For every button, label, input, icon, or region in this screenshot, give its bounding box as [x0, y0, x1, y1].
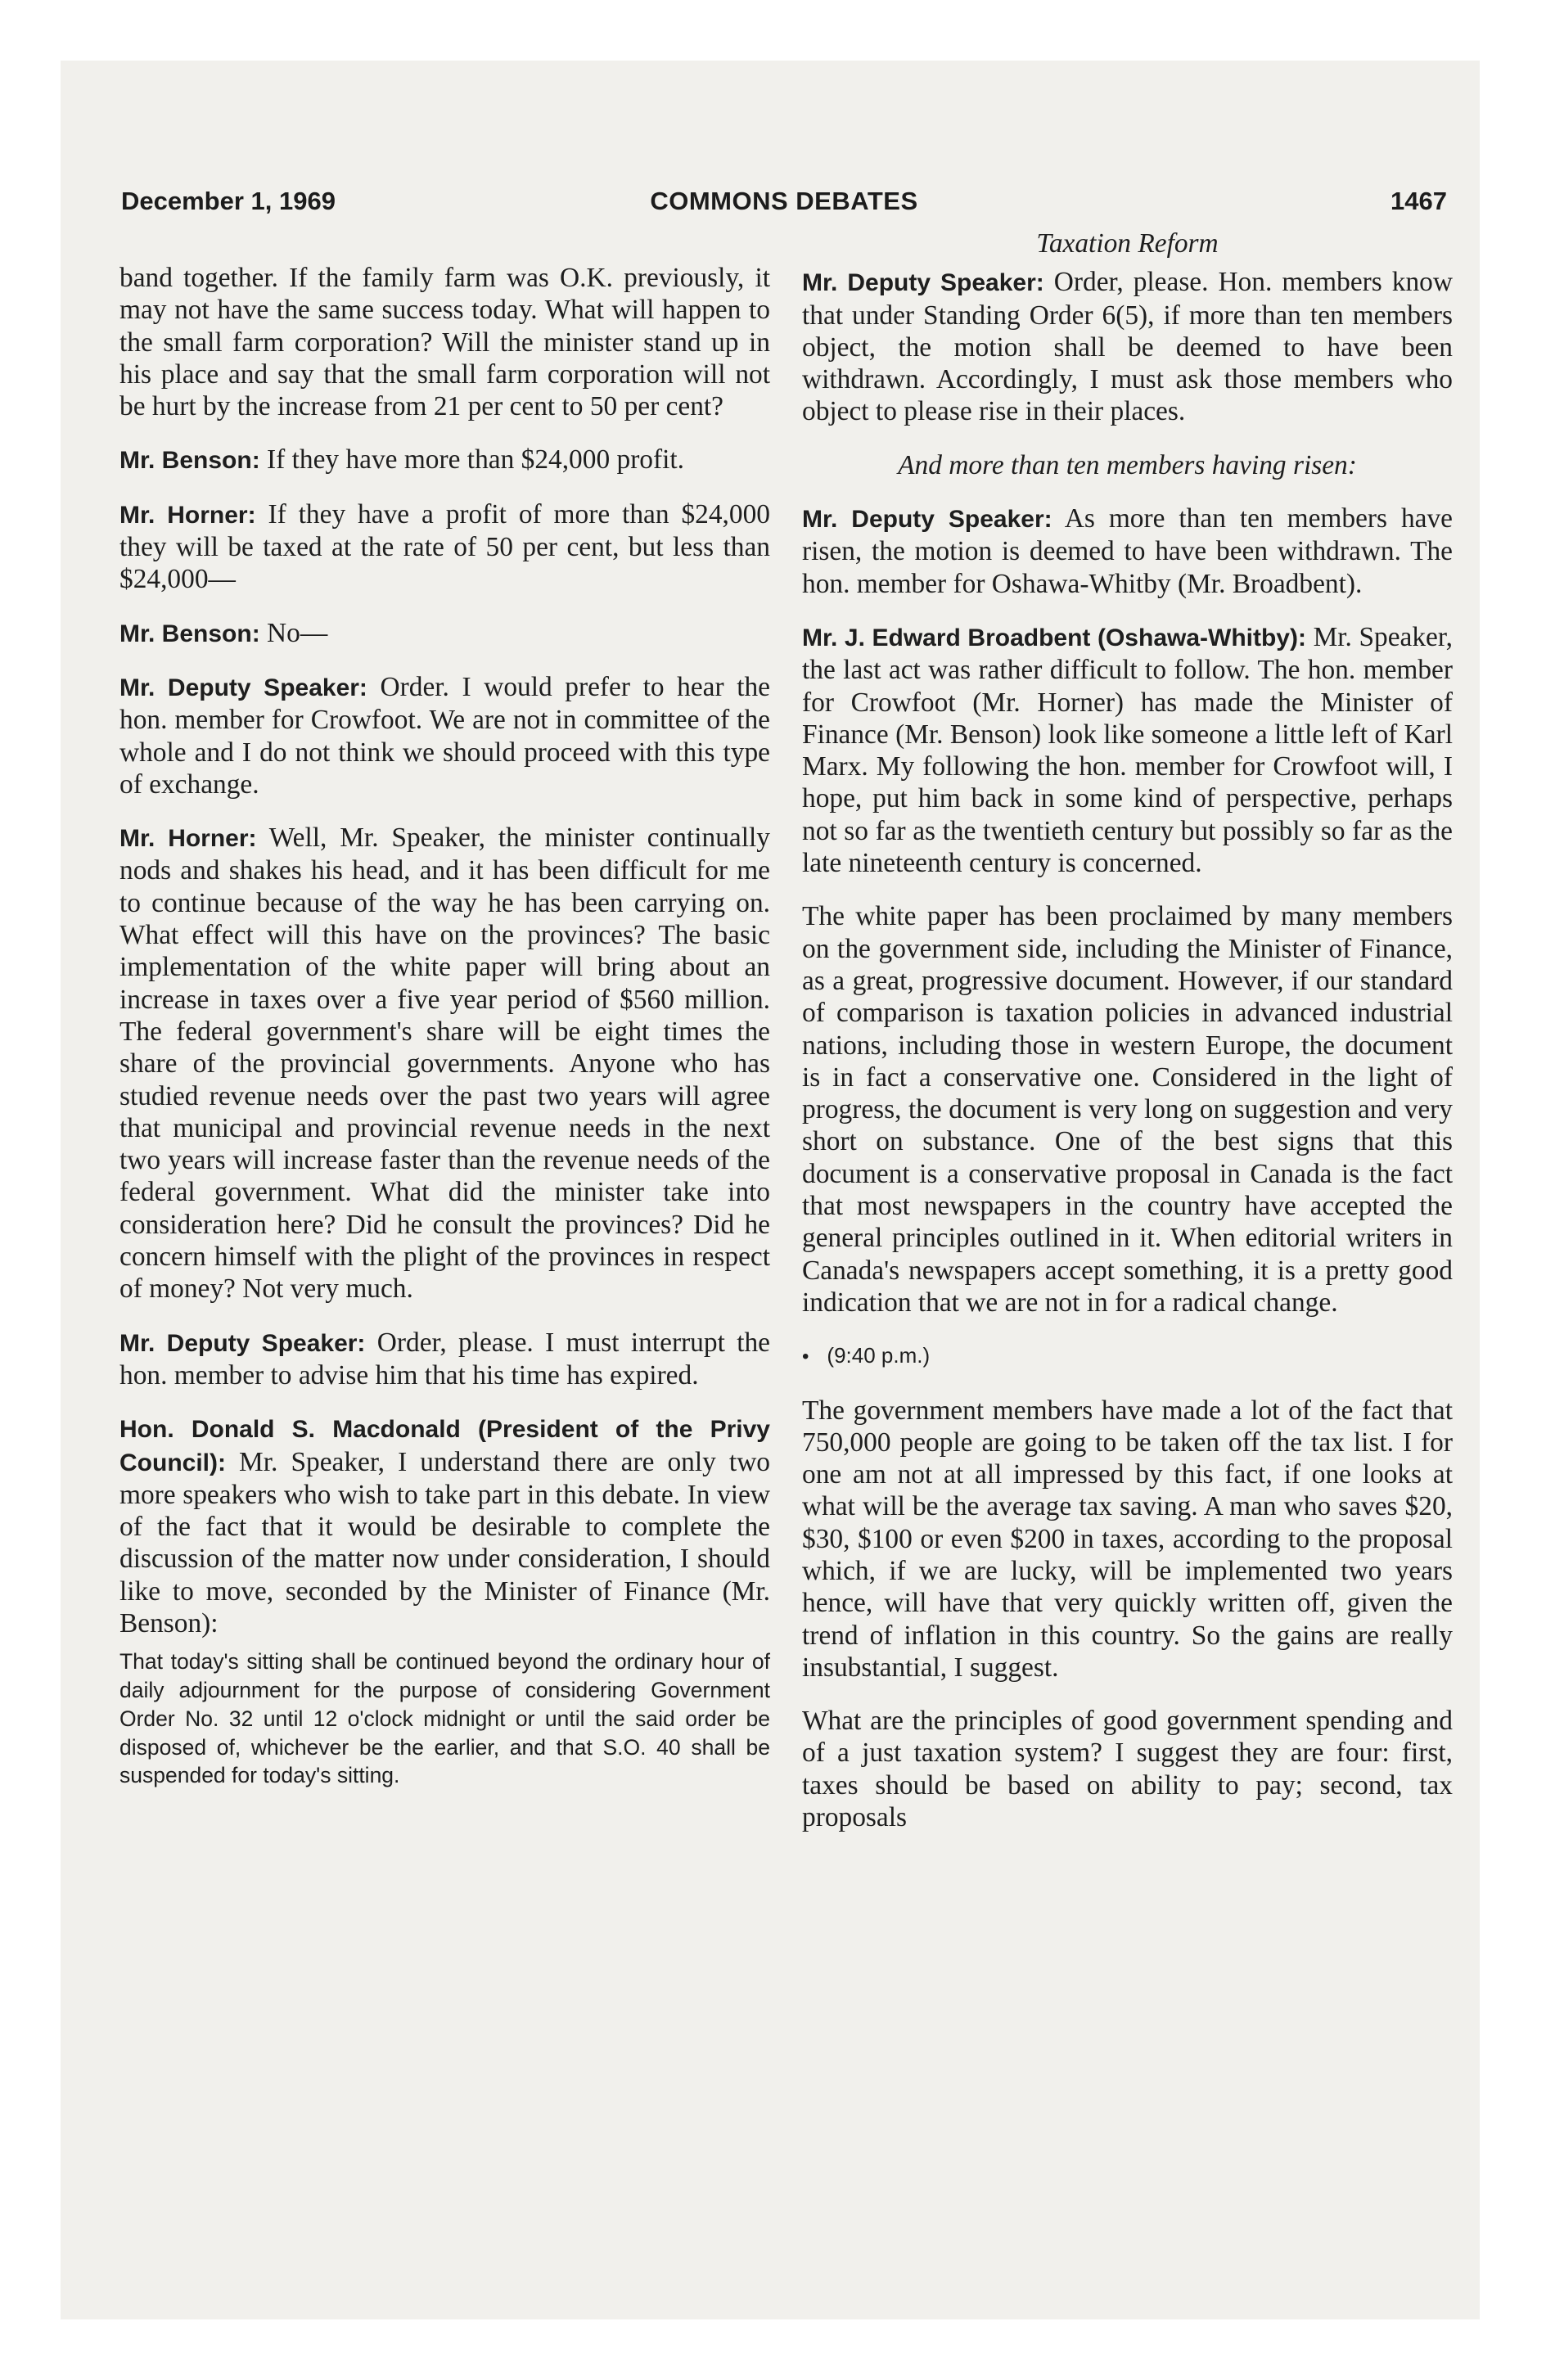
right-column: [802, 228, 1453, 1855]
page-header: [121, 187, 1447, 228]
speech-text: If they have more than $24,000 profit.: [259, 444, 685, 476]
time-text: (9:40 p.m.): [827, 1343, 931, 1368]
speech-benson: [119, 444, 770, 476]
speech-macdonald: [119, 1413, 770, 1639]
speech-deputy-speaker-2: [119, 1327, 770, 1392]
time-marker: [802, 1340, 1453, 1373]
motion-text: That today's sitting shall be continued beyond the ordinary hour of daily adjournment for the purpose of considering Government Order No. 32 until 12 o'clock midnight or until the said order be disposed of, whichever be the earlier, and that S.O. 40 shall be suspended for today's sitting.: [119, 1649, 770, 1788]
speech-deputy-speaker-3: [802, 266, 1453, 427]
speech-deputy-speaker: [119, 671, 770, 800]
header-page-number: 1467: [1390, 187, 1447, 215]
speech-text: Well, Mr. Speaker, the minister continually nods and shakes his head, and it has been difficult for me to continue because of the way he has been carrying on. What effect will this have on the provinces? The basic implementation of the white paper will bring about an increase in taxes over a five year period of $560 million. The federal government's share will be eight times the share of the provincial governments. Anyone who has studied revenue needs over the past two years will agree that municipal and provincial revenue needs in the next two years will increase faster than the revenue needs of the federal government. What did the minister take into consideration here? Did he consult the provinces? Did he concern himself with the plight of the provinces in respect of money? Not very much.: [119, 823, 770, 1305]
speaker-name: Mr. Horner:: [119, 501, 256, 529]
speech-deputy-speaker-4: [802, 503, 1453, 600]
paragraph: band together. If the family farm was O.K. previously, it may not have the same success today. What will happen to the small farm corporation? Will the minister stand up in his place and say that the small farm corporation will not be hurt by the increase from 21 per cent to 50 per cent?: [119, 263, 770, 422]
speaker-name: Mr. Deputy Speaker:: [802, 269, 1044, 297]
speech-broadbent: [802, 621, 1453, 879]
section-title: Taxation Reform: [1036, 228, 1219, 259]
header-date: December 1, 1969: [121, 187, 336, 215]
speaker-name: Mr. Deputy Speaker:: [802, 506, 1052, 534]
header-title: COMMONS DEBATES: [650, 187, 918, 215]
paragraph: What are the principles of good government spending and of a just taxation system? I suggest they are four: first, taxes should be based on ability to pay; second, tax proposals: [802, 1706, 1453, 1833]
speech-horner-2: [119, 822, 770, 1305]
speech-benson-2: [119, 617, 770, 650]
speech-text: Order, please. I must interrupt the hon. member to advise him that his time has expired.: [119, 1327, 770, 1391]
paragraph: The white paper has been proclaimed by many members on the government side, including the Minister of Finance, as a great, progressive document. However, if our standard of comparison is taxation policies in advanced industrial nations, including those in western Europe, the document is in fact a conservative one. Considered in the light of progress, the document is very long on suggestion and very short on substance. One of the best signs that this document is a conservative proposal in Canada is the fact that most newspapers in the country have accepted the general principles outlined in it. When editorial writers in Canada's newspapers accept something, it is a pretty good indication that we are not in for a radical change.: [802, 901, 1453, 1318]
speech-text: Order, please. Hon. members know that under Standing Order 6(5), if more than ten members object, the motion shall be deemed to have been withdrawn. Accordingly, I must ask those members who object to please rise in their places.: [802, 267, 1453, 427]
speaker-name: Mr. Benson:: [119, 620, 260, 647]
speech-horner: [119, 498, 770, 596]
speech-text: Mr. Speaker, I understand there are only two more speakers who wish to take part in this debate. In view of the fact that it would be desirable to complete the discussion of the matter now under consideration, I should like to move, seconded by the Minister of Finance (Mr. Benson):: [119, 1446, 770, 1639]
speaker-name: Mr. Horner:: [119, 825, 257, 853]
speaker-name: Hon. Donald S. Macdonald (President of the Privy Council):: [119, 1416, 770, 1476]
speech-text: Order. I would prefer to hear the hon. member for Crowfoot. We are not in committee of the whole and I do not think we should proceed with this type of exchange.: [119, 671, 770, 800]
bullet-icon: •: [802, 1346, 809, 1368]
speaker-name: Mr. Deputy Speaker:: [119, 674, 367, 701]
speech-text: If they have a profit of more than $24,000 they will be taxed at the rate of 50 per cent, but less than $24,000—: [119, 498, 770, 595]
speaker-name: Mr. J. Edward Broadbent (Oshawa-Whitby):: [802, 624, 1306, 651]
left-column: [119, 262, 770, 1811]
stage-direction: And more than ten members having risen:: [898, 449, 1357, 480]
speech-text: As more than ten members have risen, the motion is deemed to have been withdrawn. The hon. member for Oshawa-Whitby (Mr. Broadbent).: [802, 503, 1453, 599]
speech-text: No—: [259, 617, 328, 648]
speech-text: Mr. Speaker, the last act was rather difficult to follow. The hon. member for Crowfoot (Mr. Horner) has made the Minister of Finance (Mr. Benson) look like someone a little left of Karl Marx. My following the hon. member for Crowfoot will, I hope, put him back in some kind of perspective, perhaps not so far as the twentieth century but possibly so far as the late nineteenth century is concerned.: [802, 621, 1454, 879]
speaker-name: Mr. Benson:: [119, 447, 260, 475]
paragraph: The government members have made a lot of the fact that 750,000 people are going to be taken off the tax list. I for one am not at all impressed by this fact, if one looks at what will be the average tax saving. A man who saves $20, $30, $100 or even $200 in taxes, according to the proposal which, if we are lucky, will be implemented two years hence, will have that very quickly written off, given the trend of inflation in this country. So the gains are really insubstantial, I suggest.: [802, 1395, 1453, 1683]
speaker-name: Mr. Deputy Speaker:: [119, 1329, 366, 1357]
